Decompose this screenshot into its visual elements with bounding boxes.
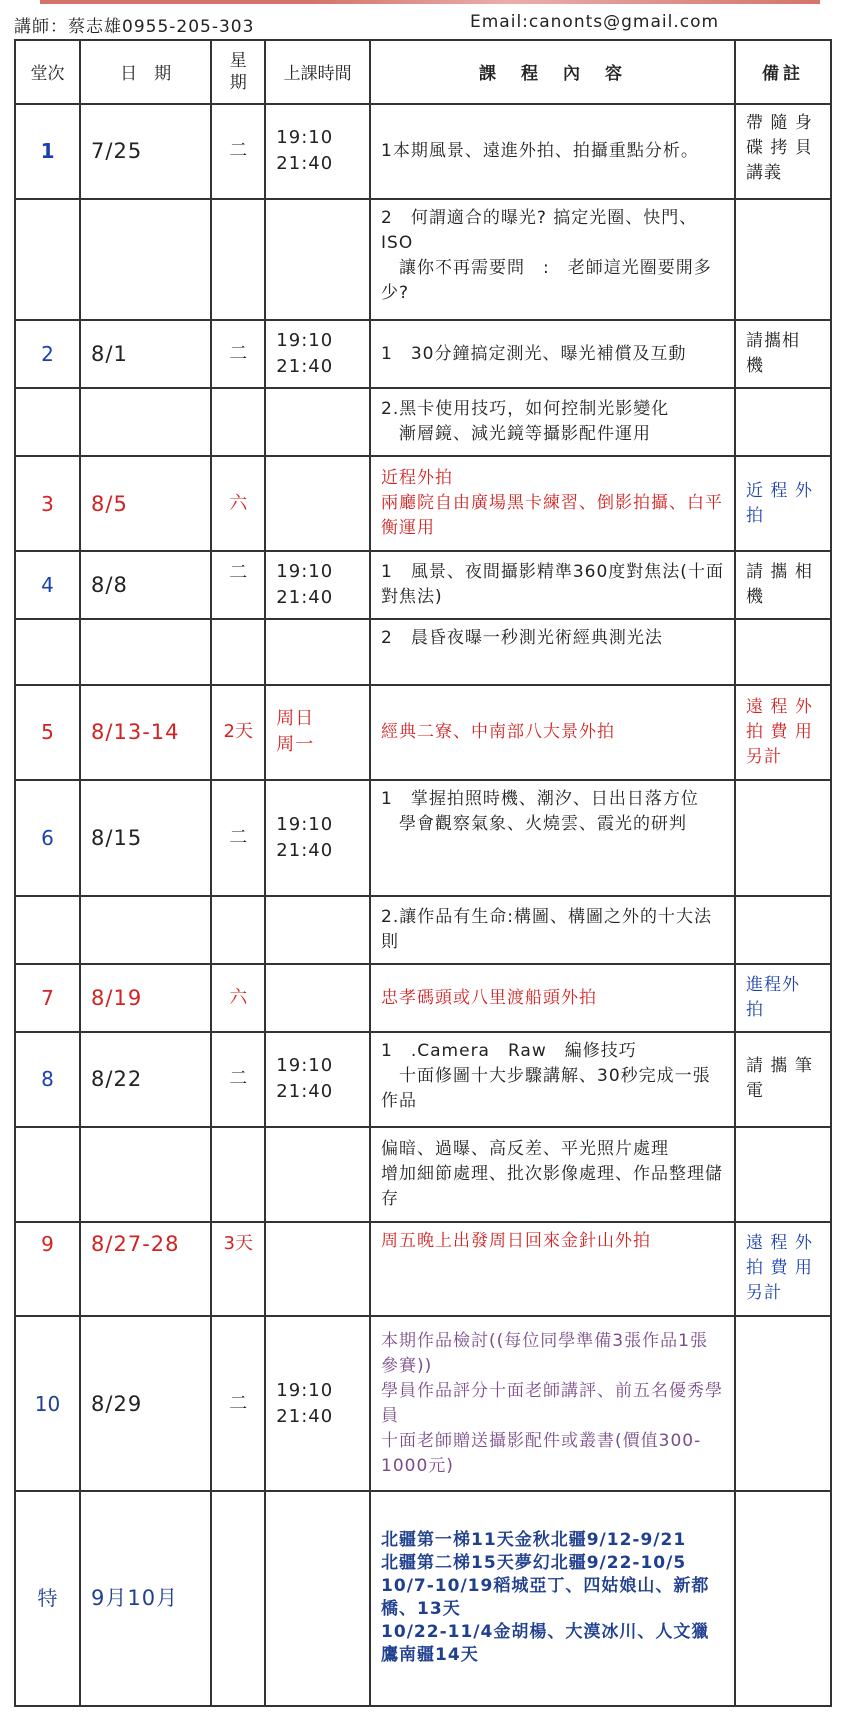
session-date: 8/27-28 xyxy=(80,1222,211,1317)
col-header-time: 上課時間 xyxy=(265,40,370,104)
session-note: 請 攜 相 機 xyxy=(735,551,831,619)
session-number: 4 xyxy=(15,551,80,619)
session-date xyxy=(80,1127,211,1222)
session-time: 19:10 21:40 xyxy=(265,1316,370,1491)
session-content: 2 何謂適合的曝光? 搞定光圈、快門、ISO 讓你不再需要問 : 老師這光圈要開多少? xyxy=(370,199,735,320)
col-header-content: 課 程 內 容 xyxy=(370,40,735,104)
session-number: 8 xyxy=(15,1032,80,1127)
session-date: 7/25 xyxy=(80,104,211,199)
session-time xyxy=(265,619,370,685)
session-content: 經典二寮、中南部八大景外拍 xyxy=(370,685,735,780)
session-weekday xyxy=(211,619,265,685)
session-date: 8/22 xyxy=(80,1032,211,1127)
top-banner-strip xyxy=(40,0,820,4)
table-row xyxy=(15,780,831,896)
session-time xyxy=(265,456,370,551)
session-number xyxy=(15,896,80,964)
session-date: 8/5 xyxy=(80,456,211,551)
col-header-date: 日 期 xyxy=(80,40,211,104)
session-weekday: 3天 xyxy=(211,1222,265,1317)
session-note: 遠 程 外 拍 費 用 另計 xyxy=(735,1222,831,1317)
session-number: 3 xyxy=(15,456,80,551)
session-time: 19:10 21:40 xyxy=(265,104,370,199)
session-date: 9月10月 xyxy=(80,1491,211,1706)
session-number xyxy=(15,199,80,320)
session-note xyxy=(735,1127,831,1222)
table-row xyxy=(15,199,831,320)
table-row xyxy=(15,685,831,780)
session-note: 近 程 外 拍 xyxy=(735,456,831,551)
table-row xyxy=(15,388,831,456)
session-date: 8/1 xyxy=(80,320,211,388)
session-content: 偏暗、過曝、高反差、平光照片處理 增加細節處理、批次影像處理、作品整理儲存 xyxy=(370,1127,735,1222)
session-note: 進程外 拍 xyxy=(735,964,831,1032)
session-date: 8/13-14 xyxy=(80,685,211,780)
session-note: 請 攜 筆 電 xyxy=(735,1032,831,1127)
table-row xyxy=(15,1032,831,1127)
session-content: 1 .Camera Raw 編修技巧 十面修圖十大步驟講解、30秒完成一張作品 xyxy=(370,1032,735,1127)
table-row xyxy=(15,896,831,964)
col-header-weekday: 星 期 xyxy=(211,40,265,104)
session-date: 8/29 xyxy=(80,1316,211,1491)
session-content: 周五晚上出發周日回來金針山外拍 xyxy=(370,1222,735,1317)
session-weekday: 二 xyxy=(211,1032,265,1127)
session-time xyxy=(265,1222,370,1317)
session-number xyxy=(15,1127,80,1222)
email-contact: Email:canonts@gmail.com xyxy=(470,12,720,32)
col-header-note: 備註 xyxy=(735,40,831,104)
session-number: 7 xyxy=(15,964,80,1032)
session-note: 遠 程 外 拍 費 用 另計 xyxy=(735,685,831,780)
session-time xyxy=(265,1127,370,1222)
header-row xyxy=(15,40,831,104)
table-row xyxy=(15,456,831,551)
session-date xyxy=(80,896,211,964)
session-time: 19:10 21:40 xyxy=(265,780,370,896)
page-header xyxy=(14,9,834,35)
session-date: 8/15 xyxy=(80,780,211,896)
table-row xyxy=(15,1491,831,1706)
teacher-contact: 講師：蔡志雄0955-205-303 xyxy=(14,17,255,37)
table-row xyxy=(15,320,831,388)
session-weekday xyxy=(211,388,265,456)
session-number xyxy=(15,619,80,685)
session-date xyxy=(80,619,211,685)
session-number: 2 xyxy=(15,320,80,388)
session-content: 2.黑卡使用技巧，如何控制光影變化 漸層鏡、減光鏡等攝影配件運用 xyxy=(370,388,735,456)
session-number: 9 xyxy=(15,1222,80,1317)
session-content: 2 晨昏夜曝一秒測光術經典測光法 xyxy=(370,619,735,685)
session-time: 周日 周一 xyxy=(265,685,370,780)
session-note xyxy=(735,1491,831,1706)
session-content: 忠孝碼頭或八里渡船頭外拍 xyxy=(370,964,735,1032)
session-weekday: 二 xyxy=(211,551,265,619)
col-header-session: 堂次 xyxy=(15,40,80,104)
session-time xyxy=(265,199,370,320)
session-date xyxy=(80,199,211,320)
table-row xyxy=(15,1127,831,1222)
session-weekday: 二 xyxy=(211,320,265,388)
session-weekday: 二 xyxy=(211,104,265,199)
table-row xyxy=(15,619,831,685)
session-content: 2.讓作品有生命:構圖、構圖之外的十大法則 xyxy=(370,896,735,964)
session-note xyxy=(735,619,831,685)
session-number: 特 xyxy=(15,1491,80,1706)
session-number xyxy=(15,388,80,456)
session-content: 1 掌握拍照時機、潮汐、日出日落方位 學會觀察氣象、火燒雲、霞光的研判 xyxy=(370,780,735,896)
table-row xyxy=(15,1316,831,1491)
session-note: 帶 隨 身 碟 拷 貝 講義 xyxy=(735,104,831,199)
table-row xyxy=(15,964,831,1032)
session-note xyxy=(735,1316,831,1491)
table-row xyxy=(15,104,831,199)
session-note xyxy=(735,388,831,456)
session-time: 19:10 21:40 xyxy=(265,551,370,619)
session-date: 8/8 xyxy=(80,551,211,619)
table-row xyxy=(15,551,831,619)
session-note xyxy=(735,780,831,896)
session-time xyxy=(265,964,370,1032)
session-content: 本期作品檢討((每位同學準備3張作品1張參賽)) 學員作品評分十面老師講評、前五名優秀學員 十面老師贈送攝影配件或叢書(價值300-1000元) xyxy=(370,1316,735,1491)
session-time: 19:10 21:40 xyxy=(265,320,370,388)
session-date xyxy=(80,388,211,456)
session-content: 1本期風景、遠進外拍、拍攝重點分析。 xyxy=(370,104,735,199)
session-note xyxy=(735,896,831,964)
session-weekday: 二 xyxy=(211,780,265,896)
session-number: 1 xyxy=(15,104,80,199)
session-weekday xyxy=(211,896,265,964)
session-note: 請攜相 機 xyxy=(735,320,831,388)
schedule-table xyxy=(14,39,832,1707)
session-content: 1 30分鐘搞定測光、曝光補償及互動 xyxy=(370,320,735,388)
session-note xyxy=(735,199,831,320)
session-content: 近程外拍 兩廳院自由廣場黑卡練習、倒影拍攝、白平衡運用 xyxy=(370,456,735,551)
session-time xyxy=(265,896,370,964)
table-row xyxy=(15,1222,831,1317)
session-content: 1 風景、夜間攝影精準360度對焦法(十面對焦法) xyxy=(370,551,735,619)
session-weekday: 六 xyxy=(211,964,265,1032)
session-time xyxy=(265,388,370,456)
session-time xyxy=(265,1491,370,1706)
session-weekday: 六 xyxy=(211,456,265,551)
session-weekday xyxy=(211,199,265,320)
session-date: 8/19 xyxy=(80,964,211,1032)
session-weekday: 2天 xyxy=(211,685,265,780)
session-number: 10 xyxy=(15,1316,80,1491)
session-number: 5 xyxy=(15,685,80,780)
session-weekday xyxy=(211,1127,265,1222)
session-weekday: 二 xyxy=(211,1316,265,1491)
session-content: 北疆第一梯11天金秋北疆9/12-9/21 北疆第二梯15天夢幻北疆9/22-10/5 10/7-10/19稻城亞丁、四姑娘山、新都橋、13天 10/22-11/4金胡楊、大漠冰川、人文獵鷹南疆14天 xyxy=(370,1491,735,1706)
session-weekday xyxy=(211,1491,265,1706)
session-number: 6 xyxy=(15,780,80,896)
session-time: 19:10 21:40 xyxy=(265,1032,370,1127)
